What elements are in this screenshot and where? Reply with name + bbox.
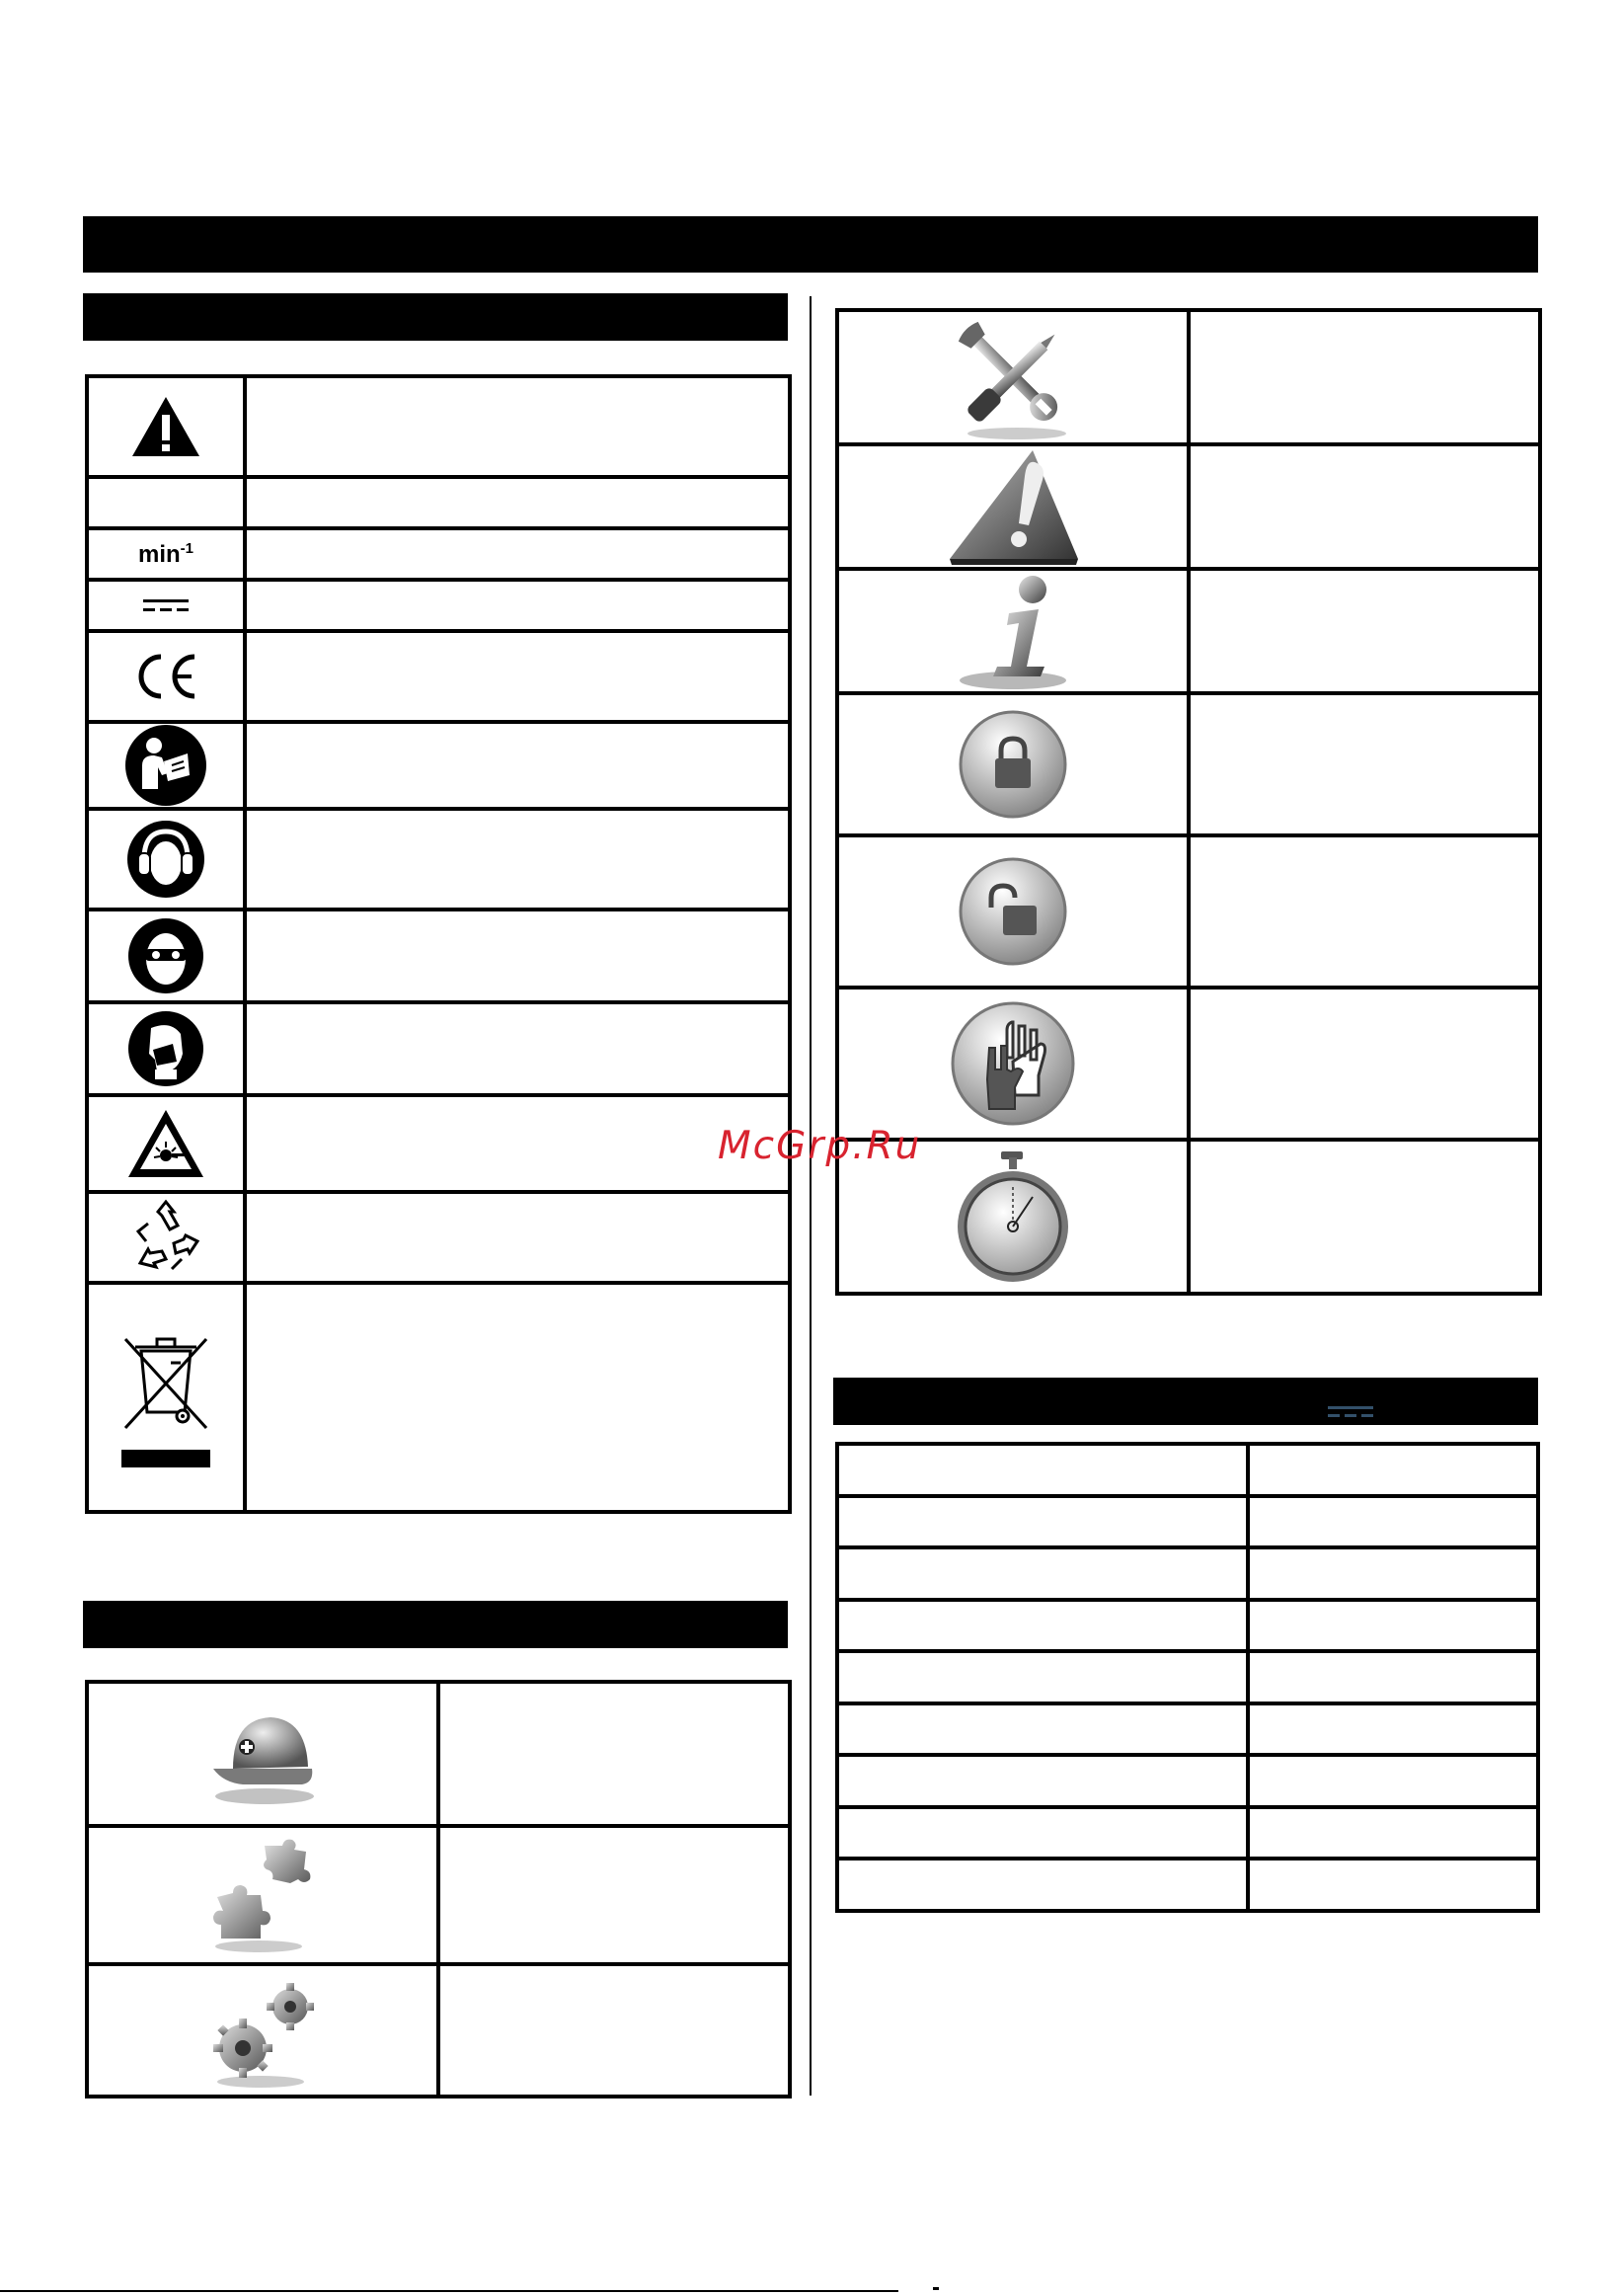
symbol-cell	[87, 631, 245, 722]
table-row	[837, 1807, 1538, 1859]
read-manual-icon	[124, 724, 207, 807]
features-section-header	[83, 1601, 788, 1648]
symbol-cell	[87, 1283, 245, 1512]
right-icon-cell	[837, 310, 1189, 444]
spec-value	[1248, 1600, 1538, 1651]
symbol-cell	[87, 910, 245, 1002]
symbol-cell	[87, 809, 245, 910]
right-icon-cell	[837, 988, 1189, 1140]
weee-crossed-bin-icon	[112, 1323, 220, 1471]
table-row	[837, 693, 1540, 835]
spec-value	[1248, 1807, 1538, 1859]
column-divider	[810, 296, 812, 2096]
right-description	[1189, 569, 1540, 693]
right-icon-cell	[837, 569, 1189, 693]
direct-current-icon	[143, 598, 189, 612]
table-row	[837, 988, 1540, 1140]
spec-label	[837, 1444, 1248, 1496]
symbol-description	[245, 376, 790, 477]
gloves-icon	[950, 1000, 1076, 1127]
table-row	[837, 835, 1540, 988]
spec-label	[837, 1859, 1248, 1911]
direct-current-icon	[1328, 1406, 1373, 1418]
symbol-description	[245, 910, 790, 1002]
spec-label	[837, 1547, 1248, 1600]
symbol-cell	[87, 1095, 245, 1192]
ear-protection-icon	[126, 820, 205, 899]
table-row	[87, 1192, 790, 1283]
table-row	[837, 1703, 1538, 1755]
ce-mark-icon	[133, 652, 198, 701]
table-row	[87, 631, 790, 722]
feature-description	[438, 1682, 790, 1826]
table-row	[837, 1496, 1538, 1547]
table-row	[837, 569, 1540, 693]
table-row	[87, 528, 790, 580]
eye-protection-icon	[127, 917, 204, 994]
stopwatch-icon	[954, 1148, 1072, 1286]
table-row	[87, 1826, 790, 1964]
table-row	[837, 310, 1540, 444]
tools-wrench-screwdriver-icon	[944, 313, 1082, 441]
symbols-section-header	[83, 293, 788, 341]
symbol-description	[245, 1192, 790, 1283]
info-i-icon	[954, 572, 1072, 690]
features-table	[85, 1680, 792, 2098]
table-row	[837, 1600, 1538, 1651]
spec-label	[837, 1496, 1248, 1547]
spec-value	[1248, 1703, 1538, 1755]
symbol-description	[245, 631, 790, 722]
table-row	[837, 1547, 1538, 1600]
right-description	[1189, 1140, 1540, 1294]
symbol-cell	[87, 376, 245, 477]
watermark-text: McGrp.Ru	[718, 1124, 922, 1168]
right-description	[1189, 310, 1540, 444]
table-row	[87, 1002, 790, 1095]
table-row	[87, 1682, 790, 1826]
table-row	[87, 477, 790, 528]
right-description	[1189, 835, 1540, 988]
spec-value	[1248, 1496, 1538, 1547]
table-row	[87, 376, 790, 477]
puzzle-pieces-icon	[203, 1836, 322, 1954]
lock-open-icon	[958, 856, 1068, 967]
warning-exclamation-icon	[944, 446, 1082, 567]
table-row	[87, 580, 790, 631]
spec-label	[837, 1600, 1248, 1651]
table-row	[87, 809, 790, 910]
spec-section-header	[833, 1378, 1538, 1425]
dust-mask-icon	[127, 1010, 204, 1087]
footer-rule	[0, 2290, 898, 2292]
table-row	[87, 910, 790, 1002]
table-row	[837, 1651, 1538, 1703]
feature-icon-cell	[87, 1964, 438, 2097]
symbol-description	[245, 1002, 790, 1095]
footer-mark	[933, 2287, 939, 2290]
table-row	[837, 1444, 1538, 1496]
right-description	[1189, 693, 1540, 835]
table-row	[87, 722, 790, 809]
symbol-description	[245, 1095, 790, 1192]
spec-value	[1248, 1859, 1538, 1911]
laser-warning-icon	[126, 1108, 205, 1179]
symbol-description	[245, 722, 790, 809]
symbols-table	[85, 374, 792, 1514]
spec-value	[1248, 1547, 1538, 1600]
symbol-cell	[87, 528, 245, 580]
symbol-description	[245, 580, 790, 631]
table-row	[837, 1755, 1538, 1807]
warning-triangle-icon	[130, 395, 201, 458]
table-row	[837, 1859, 1538, 1911]
right-icon-cell	[837, 835, 1189, 988]
spec-table	[835, 1442, 1540, 1913]
right-description	[1189, 988, 1540, 1140]
recycle-icon	[126, 1198, 205, 1277]
hard-hat-icon	[203, 1700, 322, 1808]
right-icon-table	[835, 308, 1542, 1296]
symbol-description	[245, 809, 790, 910]
right-icon-cell	[837, 444, 1189, 569]
table-row	[87, 1283, 790, 1512]
lock-closed-icon	[958, 709, 1068, 820]
page-header-bar	[83, 216, 1538, 273]
table-row	[837, 1140, 1540, 1294]
spec-value	[1248, 1755, 1538, 1807]
spec-value	[1248, 1444, 1538, 1496]
feature-description	[438, 1826, 790, 1964]
symbol-cell	[87, 580, 245, 631]
right-description	[1189, 444, 1540, 569]
right-icon-cell	[837, 693, 1189, 835]
feature-description	[438, 1964, 790, 2097]
feature-icon-cell	[87, 1826, 438, 1964]
symbol-description	[245, 477, 790, 528]
table-row	[87, 1095, 790, 1192]
symbol-cell	[87, 477, 245, 528]
spec-label	[837, 1651, 1248, 1703]
gears-icon	[203, 1971, 322, 2090]
table-row	[837, 444, 1540, 569]
symbol-cell	[87, 1192, 245, 1283]
symbol-description	[245, 1283, 790, 1512]
spec-label	[837, 1703, 1248, 1755]
feature-icon-cell	[87, 1682, 438, 1826]
rpm-label: $\min^{-1}$	[137, 539, 193, 568]
spec-label	[837, 1807, 1248, 1859]
symbol-cell	[87, 1002, 245, 1095]
spec-value	[1248, 1651, 1538, 1703]
symbol-description	[245, 528, 790, 580]
symbol-cell	[87, 722, 245, 809]
spec-label	[837, 1755, 1248, 1807]
table-row	[87, 1964, 790, 2097]
